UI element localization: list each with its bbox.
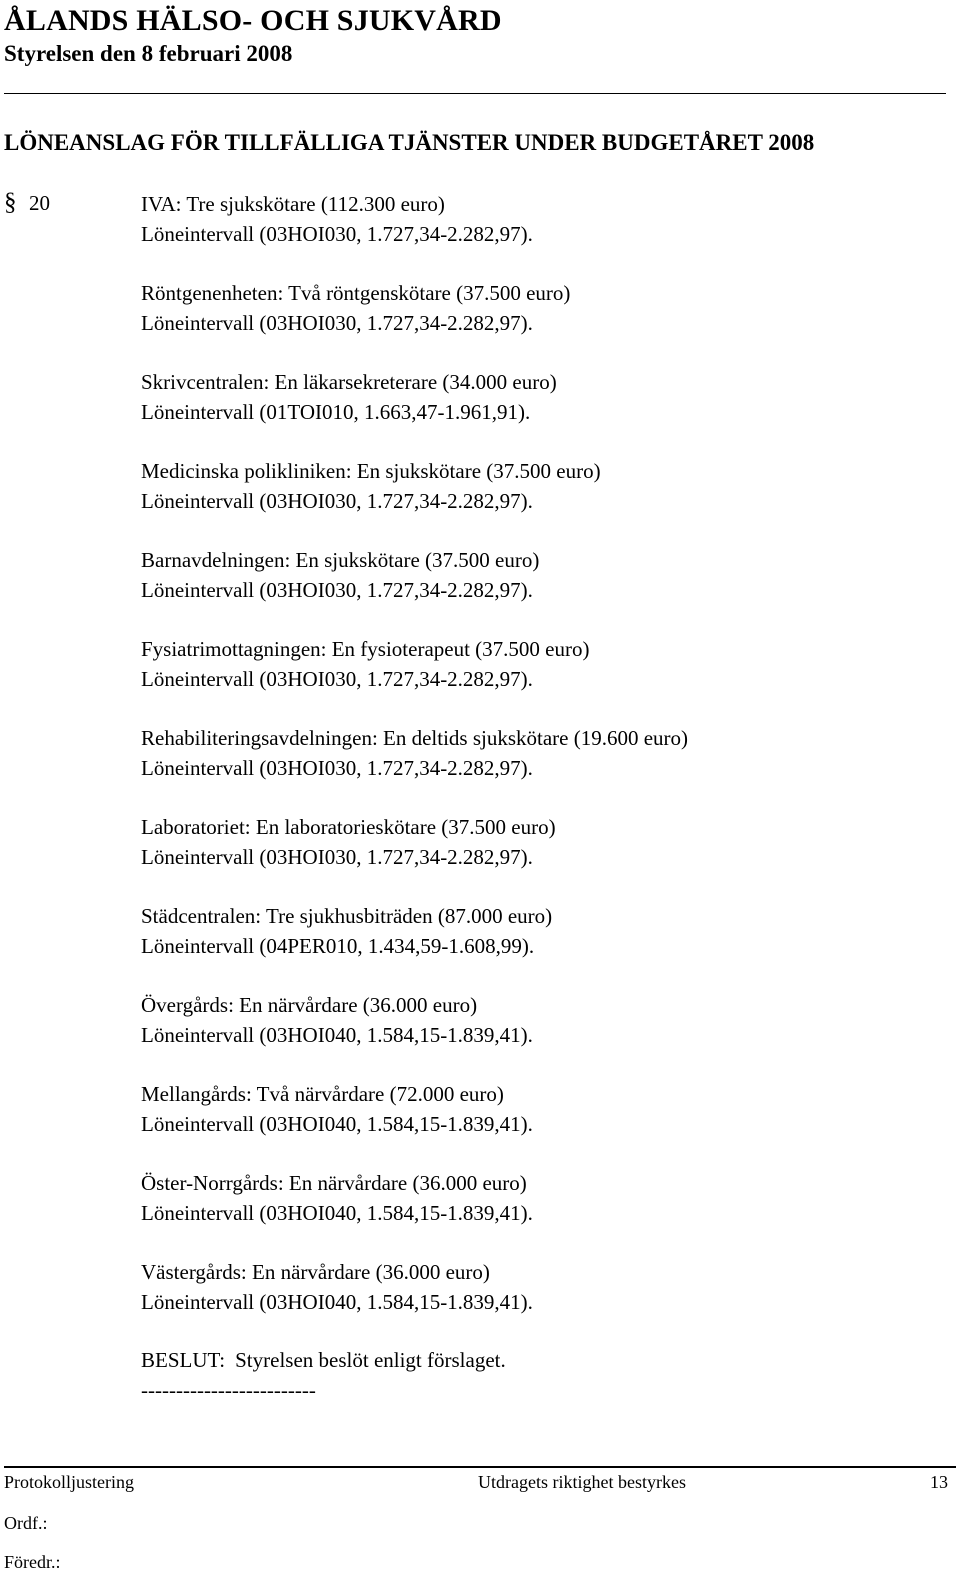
entry-range: Löneintervall (03HOI040, 1.584,15-1.839,41). bbox=[141, 1112, 533, 1136]
list-item bbox=[141, 189, 951, 249]
footer-foredr: Föredr.: bbox=[4, 1552, 61, 1572]
decision-label: BESLUT: bbox=[141, 1348, 226, 1372]
decision-dashes: ------------------------- bbox=[141, 1378, 316, 1402]
org-title: ÅLANDS HÄLSO- OCH SJUKVÅRD bbox=[4, 4, 502, 37]
entry-range: Löneintervall (03HOI040, 1.584,15-1.839,41). bbox=[141, 1023, 533, 1047]
section-heading: LÖNEANSLAG FÖR TILLFÄLLIGA TJÄNSTER UNDER BUDGETÅRET 2008 bbox=[4, 130, 815, 155]
list-item bbox=[141, 990, 951, 1050]
section-number: 20 bbox=[29, 191, 50, 215]
header-rule bbox=[4, 93, 946, 94]
entry-title: Medicinska polikliniken: En sjukskötare (37.500 euro) bbox=[141, 459, 601, 483]
entry-title: Fysiatrimottagningen: En fysioterapeut (37.500 euro) bbox=[141, 637, 590, 661]
list-item bbox=[141, 278, 951, 338]
section-mark: § bbox=[4, 189, 17, 216]
meeting-subtitle: Styrelsen den 8 februari 2008 bbox=[4, 41, 293, 66]
entry-list bbox=[141, 189, 951, 1346]
entry-title: Övergårds: En närvårdare (36.000 euro) bbox=[141, 993, 478, 1017]
entry-title: Röntgenenheten: Två röntgenskötare (37.500 euro) bbox=[141, 281, 571, 305]
footer-attestation: Utdragets riktighet bestyrkes bbox=[478, 1472, 686, 1492]
footer-protokolljustering: Protokolljustering bbox=[4, 1472, 134, 1492]
entry-range: Löneintervall (03HOI040, 1.584,15-1.839,41). bbox=[141, 1290, 533, 1314]
entry-range: Löneintervall (03HOI030, 1.727,34-2.282,97). bbox=[141, 756, 533, 780]
entry-range: Löneintervall (03HOI030, 1.727,34-2.282,97). bbox=[141, 667, 533, 691]
list-item bbox=[141, 545, 951, 605]
entry-title: Städcentralen: Tre sjukhusbiträden (87.000 euro) bbox=[141, 904, 553, 928]
entry-title: Barnavdelningen: En sjukskötare (37.500 euro) bbox=[141, 548, 540, 572]
footer-rule bbox=[4, 1466, 956, 1468]
list-item bbox=[141, 1257, 951, 1317]
entry-range: Löneintervall (03HOI030, 1.727,34-2.282,97). bbox=[141, 311, 533, 335]
footer-ordf: Ordf.: bbox=[4, 1513, 48, 1533]
page-number: 13 bbox=[930, 1472, 948, 1492]
entry-range: Löneintervall (01TOI010, 1.663,47-1.961,91). bbox=[141, 400, 531, 424]
entry-title: IVA: Tre sjukskötare (112.300 euro) bbox=[141, 192, 445, 216]
list-item bbox=[141, 634, 951, 694]
entry-title: Mellangårds: Två närvårdare (72.000 euro) bbox=[141, 1082, 504, 1106]
entry-title: Öster-Norrgårds: En närvårdare (36.000 euro) bbox=[141, 1171, 527, 1195]
decision bbox=[141, 1346, 506, 1374]
entry-title: Skrivcentralen: En läkarsekreterare (34.000 euro) bbox=[141, 370, 557, 394]
entry-range: Löneintervall (04PER010, 1.434,59-1.608,99). bbox=[141, 934, 535, 958]
list-item bbox=[141, 812, 951, 872]
list-item bbox=[141, 367, 951, 427]
list-item bbox=[141, 1079, 951, 1139]
entry-title: Laboratoriet: En laboratorieskötare (37.500 euro) bbox=[141, 815, 556, 839]
list-item bbox=[141, 723, 951, 783]
list-item bbox=[141, 1168, 951, 1228]
list-item bbox=[141, 456, 951, 516]
entry-range: Löneintervall (03HOI030, 1.727,34-2.282,97). bbox=[141, 578, 533, 602]
entry-range: Löneintervall (03HOI030, 1.727,34-2.282,97). bbox=[141, 845, 533, 869]
entry-title: Västergårds: En närvårdare (36.000 euro) bbox=[141, 1260, 490, 1284]
entry-range: Löneintervall (03HOI030, 1.727,34-2.282,97). bbox=[141, 489, 533, 513]
list-item bbox=[141, 901, 951, 961]
entry-title: Rehabiliteringsavdelningen: En deltids sjukskötare (19.600 euro) bbox=[141, 726, 689, 750]
decision-text: Styrelsen beslöt enligt förslaget. bbox=[235, 1348, 506, 1372]
entry-range: Löneintervall (03HOI030, 1.727,34-2.282,97). bbox=[141, 222, 533, 246]
entry-range: Löneintervall (03HOI040, 1.584,15-1.839,41). bbox=[141, 1201, 533, 1225]
